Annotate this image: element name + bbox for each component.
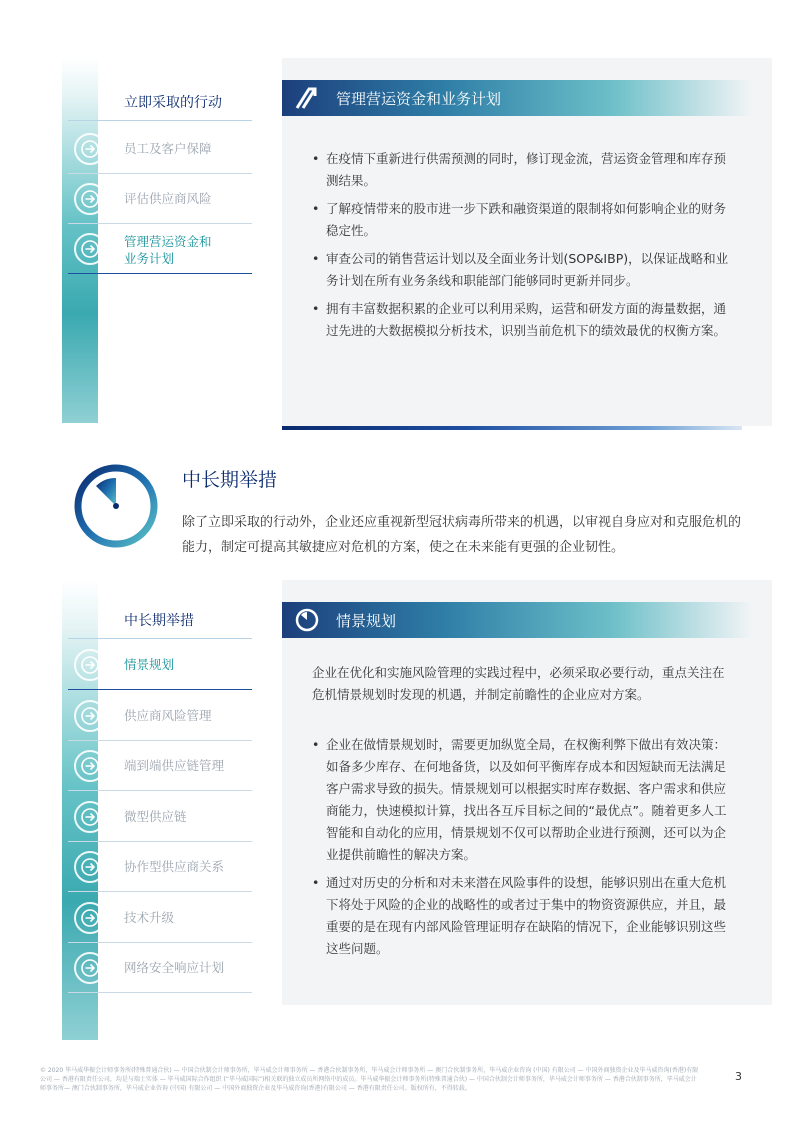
- footer-copyright: © 2020 毕马威华振会计师事务所(特殊普通合伙) — 中国合伙制会计师事务所，毕马威会计师事务所 — 香港合伙制事务所，毕马威会计师事务所 — 澳门合伙制事务所，毕马威企业咨询 (中国) 有限公司 — 中国外商独资企业及毕马威咨询(香港)有限公司 — 香港有限责任公司，均是与瑞士实体 — 毕马威国际合作组织 (“毕马威国际”)相关联的独立成员所网络中的成员。毕马威华振会计师事务所(特殊普通合伙) — 中国合伙制会计师事务所，毕马威会计师事务所 — 香港合伙制事务所，毕马威会计师事务所— 澳门合伙制事务所，毕马威企业咨询 (中国) 有限公司 — 中国外商独资企业及毕马威咨询(香港)有限公司 — 香港有限责任公司。版权所有，不得转载。: [40, 1067, 699, 1092]
- panel-accent-bar: [282, 426, 742, 430]
- sidebar-item-label: 供应商风险管理: [124, 707, 212, 723]
- arrow-right-circle-icon: [74, 952, 106, 984]
- panel-scenario-planning: [282, 580, 772, 1005]
- sidebar-item-label: 端到端供应链管理: [124, 758, 225, 773]
- sidebar-item-label: 技术升级: [124, 909, 175, 925]
- sidebar-item-divider: [68, 992, 252, 993]
- bullet-item: • 通过对历史的分析和对未来潜在风险事件的设想，能够识别出在重大危机下将处于风险的企业的战略性的或者过于集中的物资资源供应，并且，最重要的是在现有内部风险管理证明存在缺陷的情况下，企业能够识别这些这些问题。: [312, 872, 732, 960]
- sidebar-title-rule: [68, 638, 252, 639]
- sidebar-item-label: 情景规划: [124, 657, 175, 672]
- bullet-list: [312, 734, 732, 966]
- panel-header: [282, 80, 752, 116]
- sidebar-item[interactable]: [68, 842, 252, 892]
- section-title: 中长期举措: [182, 469, 278, 491]
- bullet-list: [312, 148, 732, 348]
- sidebar-item[interactable]: [68, 893, 252, 943]
- sidebar-title-immediate: 立即采取的行动: [124, 95, 222, 111]
- clock-icon: [72, 462, 160, 550]
- trend-arrow-icon: [294, 85, 320, 111]
- bullet-item: • 了解疫情带来的股市进一步下跌和融资渠道的限制将如何影响企业的财务稳定性。: [312, 198, 732, 242]
- sidebar-item-label: 网络安全响应计划: [124, 960, 225, 975]
- sidebar-item[interactable]: [68, 224, 252, 274]
- sidebar-title-rule: [68, 120, 252, 121]
- arrow-right-circle-icon: [74, 851, 106, 883]
- sidebar-item[interactable]: [68, 943, 252, 993]
- sidebar-title-longterm: 中长期举措: [124, 613, 194, 629]
- sidebar-item[interactable]: [68, 741, 252, 791]
- arrow-right-circle-icon: [74, 233, 106, 265]
- arrow-right-circle-icon: [74, 801, 106, 833]
- page-number: 3: [735, 1070, 742, 1083]
- bullet-item: • 企业在做情景规划时，需要更加纵览全局，在权衡利弊下做出有效决策：如备多少库存、在何地备货，以及如何平衡库存成本和因短缺而无法满足客户需求导致的损失。情景规划可以根据实时库存数据、客户需求和供应商能力，快速模拟计算，找出各互斥目标之间的“最优点”。随着更多人工智能和自动化的应用，情景规划不仅可以帮助企业进行预测，还可以为企业提供前瞻性的解决方案。: [312, 734, 732, 866]
- sidebar-item-label: 协作型供应商关系: [124, 859, 225, 874]
- sidebar-item-label: 微型供应链: [124, 808, 187, 824]
- panel-working-capital: [282, 58, 772, 426]
- panel-title: 情景规划: [336, 612, 397, 630]
- arrow-right-circle-icon: [74, 649, 106, 681]
- panel-intro: 企业在优化和实施风险管理的实践过程中，必须采取必要行动，重点关注在危机情景规划时发现的机遇，并制定前瞻性的企业应对方案。: [312, 665, 725, 702]
- sidebar-item-label: 员工及客户保障: [124, 141, 212, 156]
- sidebar-item-divider: [68, 273, 252, 274]
- arrow-right-circle-icon: [74, 183, 106, 215]
- section-intro: 除了立即采取的行动外，企业还应重视新型冠状病毒所带来的机遇，以审视自身应对和克服危机的能力，制定可提高其敏捷应对危机的方案，使之在未来能有更强的企业韧性。: [182, 515, 742, 555]
- sidebar-item[interactable]: [68, 792, 252, 842]
- sidebar-item[interactable]: [68, 174, 252, 224]
- bullet-item: • 拥有丰富数据积累的企业可以利用采购，运营和研发方面的海量数据，通过先进的大数据模拟分析技术，识别当前危机下的绩效最优的权衡方案。: [312, 298, 732, 342]
- bullet-item: • 审查公司的销售营运计划以及全面业务计划(SOP&IBP)，以保证战略和业务计划在所有业务条线和职能部门能够同时更新并同步。: [312, 248, 732, 292]
- clock-icon: [294, 607, 320, 633]
- bullet-item: • 在疫情下重新进行供需预测的同时，修订现金流，营运资金管理和库存预测结果。: [312, 148, 732, 192]
- sidebar-item[interactable]: [68, 691, 252, 741]
- arrow-right-circle-icon: [74, 700, 106, 732]
- panel-title: 管理营运资金和业务计划: [336, 90, 502, 108]
- sidebar-item-label: 评估供应商风险: [124, 191, 212, 206]
- panel-header: [282, 602, 752, 638]
- arrow-right-circle-icon: [74, 902, 106, 934]
- sidebar-item[interactable]: [68, 640, 252, 690]
- sidebar-item-label: 管理营运资金和 业务计划: [124, 234, 212, 266]
- sidebar-item[interactable]: [68, 124, 252, 174]
- arrow-right-circle-icon: [74, 750, 106, 782]
- arrow-right-circle-icon: [74, 133, 106, 165]
